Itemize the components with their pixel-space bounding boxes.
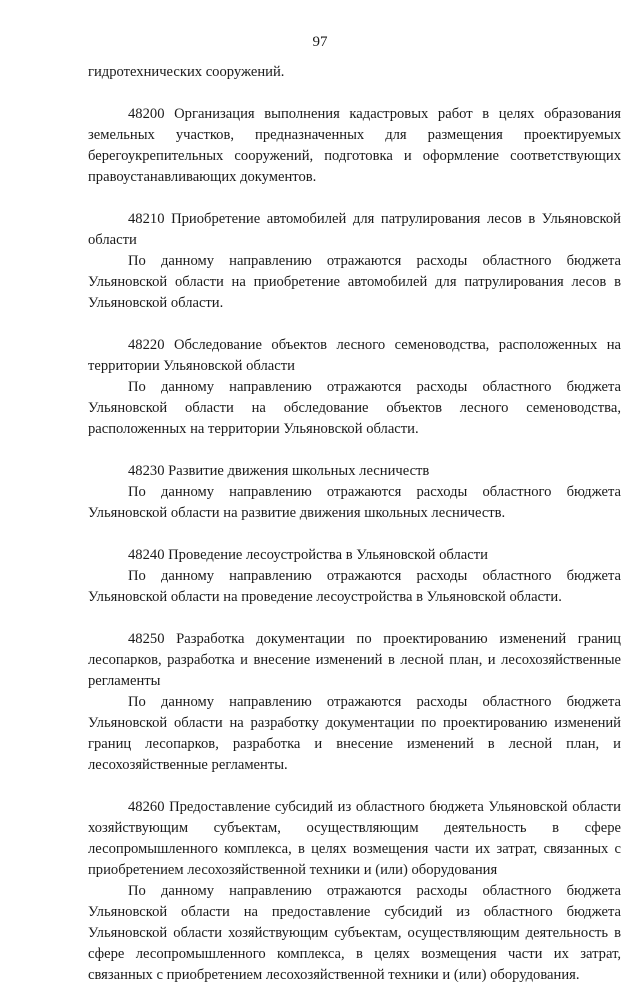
page-number: 97 [312, 34, 328, 50]
section-heading: 48210 Приобретение автомобилей для патрулирования лесов в Ульяновской области [88, 211, 621, 248]
paragraph: По данному направлению отражаются расходы областного бюджета Ульяновской области на разработку документации по проектированию изменений границ лесопарков, разработка и внесение изменений в лесной план, и лесохозяйственные регламенты. [88, 694, 621, 773]
paragraph: гидротехнических сооружений. [88, 64, 285, 80]
section-heading: 48240 Проведение лесоустройства в Ульяновской области [128, 547, 488, 563]
section-heading: 48250 Разработка документации по проектированию изменений границ лесопарков, разработка и внесение изменений в лесной план, и лесохозяйственные регламенты [88, 631, 621, 689]
paragraph: По данному направлению отражаются расходы областного бюджета Ульяновской области на предоставление субсидий из областного бюджета Ульяновской области хозяйствующим субъектам, осуществляющим деятельность в сфере лесопромышленного комплекса, в целях возмещения части их затрат, связанных с приобретением лесохозяйственной техники и (или) оборудования. [88, 883, 621, 983]
paragraph: 48200 Организация выполнения кадастровых работ в целях образования земельных участков, предназначенных для размещения проектируемых берегоукрепительных сооружений, подготовка и оформление соответствующих правоустанавливающих документов. [88, 106, 621, 185]
paragraph: По данному направлению отражаются расходы областного бюджета Ульяновской области на развитие движения школьных лесничеств. [88, 484, 621, 521]
page-body [88, 62, 621, 986]
paragraph: По данному направлению отражаются расходы областного бюджета Ульяновской области на приобретение автомобилей для патрулирования лесов в Ульяновской области. [88, 253, 621, 311]
section-heading: 48220 Обследование объектов лесного семеноводства, расположенных на территории Ульяновской области [88, 337, 621, 374]
paragraph: По данному направлению отражаются расходы областного бюджета Ульяновской области на проведение лесоустройства в Ульяновской области. [88, 568, 621, 605]
section-heading: 48260 Предоставление субсидий из областного бюджета Ульяновской области хозяйствующим субъектам, осуществляющим деятельность в сфере лесопромышленного комплекса, в целях возмещения части их затрат, связанных с приобретением лесохозяйственной техники и (или) оборудования [88, 799, 621, 878]
section-heading: 48230 Развитие движения школьных лесничеств [128, 463, 430, 479]
paragraph: По данному направлению отражаются расходы областного бюджета Ульяновской области на обследование объектов лесного семеноводства, расположенных на территории Ульяновской области. [88, 379, 621, 437]
